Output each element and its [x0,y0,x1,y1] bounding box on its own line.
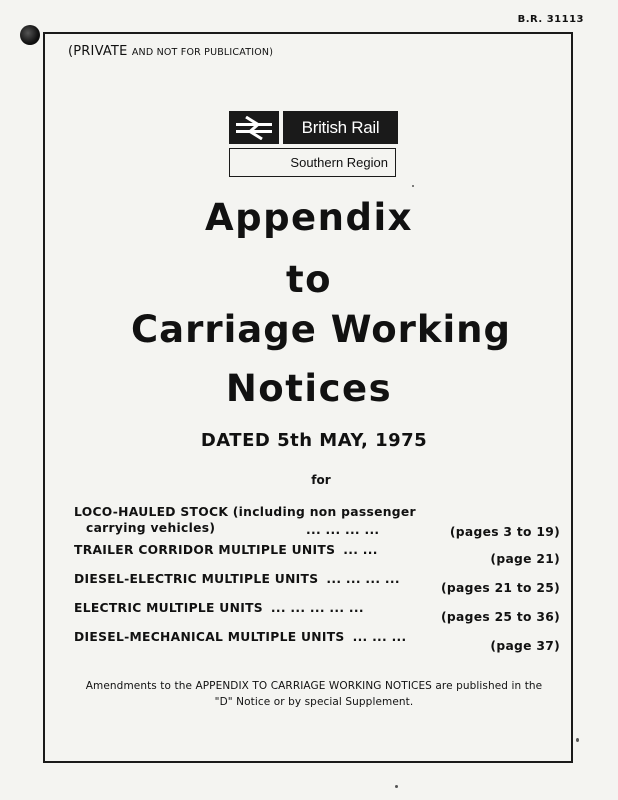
entry-label: DIESEL-MECHANICAL MULTIPLE UNITS [74,630,345,644]
entry-label: DIESEL-ELECTRIC MULTIPLE UNITS [74,572,319,586]
title-line-3: Carriage Working [130,308,511,351]
scan-speck [576,738,579,742]
entry-pages: (page 21) [490,552,560,566]
private-notice [68,44,273,59]
entry-leader-dots: ... ... ... ... [306,523,380,537]
entry-leader-dots: ... ... ... [352,630,407,644]
private-notice-rest: AND NOT FOR PUBLICATION) [131,47,274,58]
british-rail-logo [229,111,398,177]
scan-speck [412,185,414,187]
title-line-4: Notices [225,367,393,410]
contents-entry [74,598,560,627]
title-line-2: to [285,258,333,301]
british-rail-double-arrow-icon [229,111,279,144]
entry-pages: (pages 21 to 25) [441,581,560,595]
contents-entry [74,569,560,598]
brand-name: British Rail [283,111,398,144]
region-name: Southern Region [229,148,396,177]
entry-leader-dots: ... ... [343,543,378,557]
entry-label-line1: LOCO-HAULED STOCK (including non passenger [74,505,416,519]
document-reference: B.R. 31113 [517,14,584,25]
for-label: for [311,473,331,487]
amendments-note [68,678,560,710]
entry-pages: (page 37) [490,639,560,653]
contents-list [74,504,560,656]
entry-pages: (pages 3 to 19) [449,525,560,539]
entry-pages: (pages 25 to 36) [441,610,560,624]
scan-speck [395,785,398,788]
entry-label: ELECTRIC MULTIPLE UNITS [74,601,263,615]
entry-label: TRAILER CORRIDOR MULTIPLE UNITS [74,543,336,557]
punch-hole [20,25,40,45]
entry-label-line2: carrying vehicles) [86,521,216,535]
contents-entry [74,504,560,540]
title-line-1: Appendix [204,196,414,239]
contents-entry [74,540,560,569]
dated-line: DATED 5th MAY, 1975 [200,430,428,451]
entry-leader-dots: ... ... ... ... [326,572,400,586]
entry-leader-dots: ... ... ... ... ... [270,601,364,615]
contents-entry [74,627,560,656]
private-notice-open: (PRIVATE [68,44,128,59]
amendments-line1: Amendments to the APPENDIX TO CARRIAGE WORKING NOTICES are published in the [85,680,543,692]
amendments-line2: "D" Notice or by special Supplement. [214,696,414,708]
